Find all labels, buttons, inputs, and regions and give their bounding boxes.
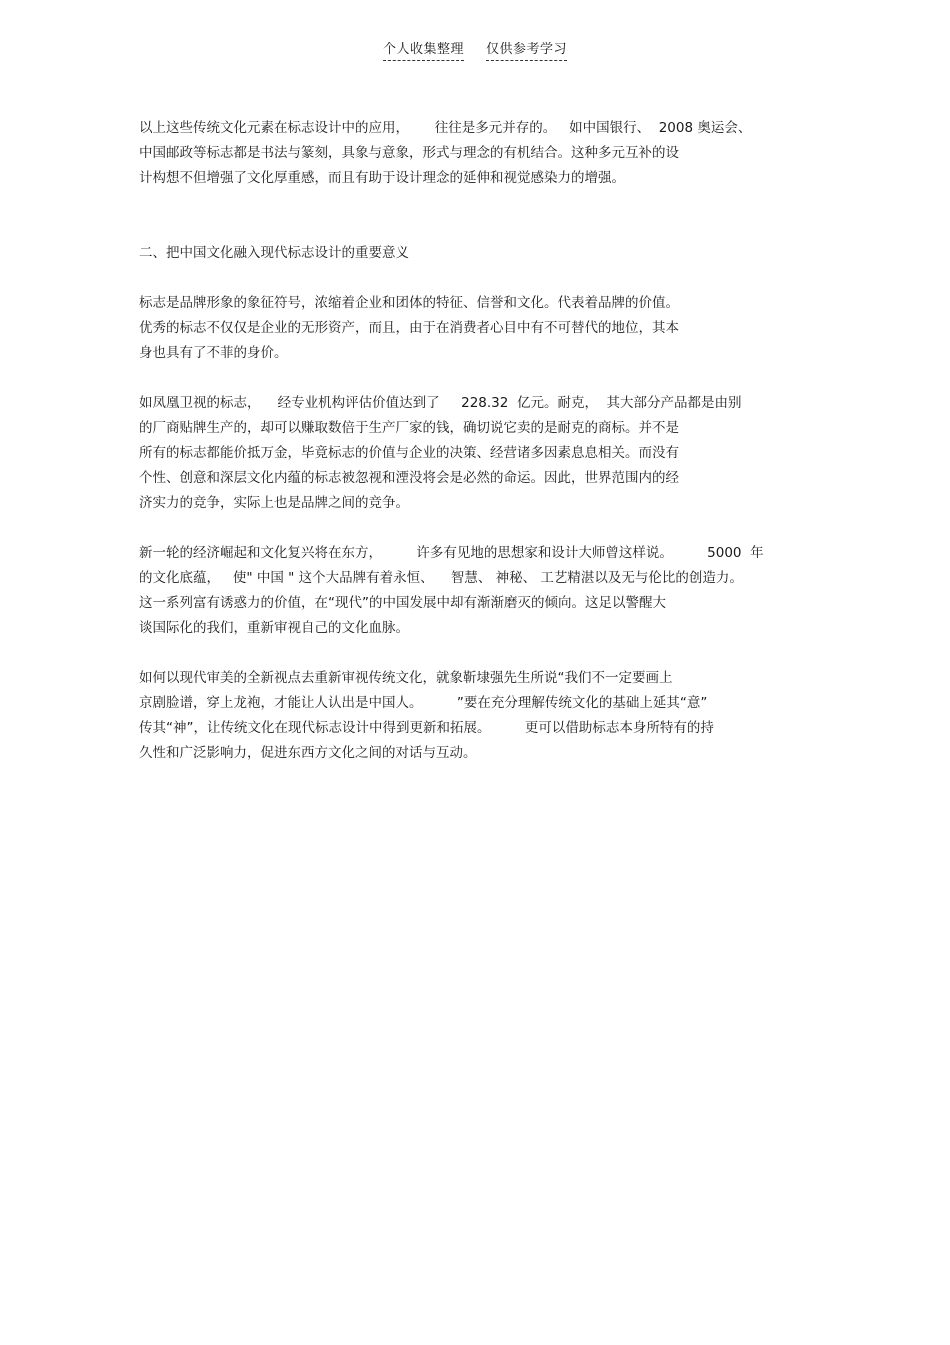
text-line: 济实力的竞争，实际上也是品牌之间的竞争。 xyxy=(139,495,409,511)
page-header xyxy=(0,38,950,61)
text-line: 个性、创意和深层文化内蕴的标志被忽视和湮没将会是必然的命运。因此，世界范围内的经 xyxy=(139,470,679,486)
text-line: 新一轮的经济崛起和文化复兴将在东方， 许多有见地的思想家和设计大师曾这样说。 5000 年 xyxy=(139,545,764,561)
paragraph-cultural-elements xyxy=(139,116,819,191)
header-right-text: 仅供参考学习 xyxy=(486,38,567,61)
spacer xyxy=(139,516,819,541)
text-line: 所有的标志都能价抵万金，毕竟标志的价值与企业的决策、经营诸多因素息息相关。而没有 xyxy=(139,445,679,461)
text-line: 以上这些传统文化元素在标志设计中的应用， 往往是多元并存的。 如中国银行、 2008 奥运会、 xyxy=(139,120,752,136)
text-line: 优秀的标志不仅仅是企业的无形资产，而且，由于在消费者心目中有不可替代的地位，其本 xyxy=(139,320,679,336)
text-line: 这一系列富有诱惑力的价值，在“现代”的中国发展中却有渐渐磨灭的倾向。这足以警醒大 xyxy=(139,595,666,611)
paragraph-modern-aesthetics xyxy=(139,666,819,766)
spacer xyxy=(139,366,819,391)
header-left-text: 个人收集整理 xyxy=(383,38,464,61)
text-line: 的文化底蕴， 使" 中国 " 这个大品牌有着永恒、 智慧、 神秘、 工艺精湛以及无与伦比的创造力。 xyxy=(139,570,743,586)
text-line: 中国邮政等标志都是书法与篆刻，具象与意象，形式与理念的有机结合。这种多元互补的设 xyxy=(139,145,679,161)
text-line: 计构想不但增强了文化厚重感，而且有助于设计理念的延伸和视觉感染力的增强。 xyxy=(139,170,625,186)
paragraph-brand-symbol xyxy=(139,291,819,366)
text-line: 京剧脸谱，穿上龙袍，才能让人认出是中国人。 ”要在充分理解传统文化的基础上延其“意” xyxy=(139,695,708,711)
paragraph-eastern-revival xyxy=(139,541,819,641)
document-body xyxy=(139,116,819,766)
text-line: 标志是品牌形象的象征符号，浓缩着企业和团体的特征、信誉和文化。代表着品牌的价值。 xyxy=(139,295,679,311)
paragraph-brand-value xyxy=(139,391,819,516)
text-line: 如何以现代审美的全新视点去重新审视传统文化，就象靳埭强先生所说“我们不一定要画上 xyxy=(139,670,673,686)
section-heading xyxy=(139,241,819,266)
spacer xyxy=(139,641,819,666)
text-line: 身也具有了不菲的身价。 xyxy=(139,345,288,361)
text-line: 传其“神”，让传统文化在现代标志设计中得到更新和拓展。 更可以借助标志本身所特有的持 xyxy=(139,720,714,736)
header-gap xyxy=(464,50,486,53)
text-line: 谈国际化的我们，重新审视自己的文化血脉。 xyxy=(139,620,409,636)
text-line: 的厂商贴牌生产的，却可以赚取数倍于生产厂家的钱，确切说它卖的是耐克的商标。并不是 xyxy=(139,420,679,436)
text-line: 久性和广泛影响力，促进东西方文化之间的对话与互动。 xyxy=(139,745,477,761)
section-title: 二、把中国文化融入现代标志设计的重要意义 xyxy=(139,245,409,261)
spacer xyxy=(139,266,819,291)
text-line: 如凤凰卫视的标志， 经专业机构评估价值达到了 228.32 亿元。耐克， 其大部分产品都是由别 xyxy=(139,395,742,411)
spacer xyxy=(139,191,819,241)
